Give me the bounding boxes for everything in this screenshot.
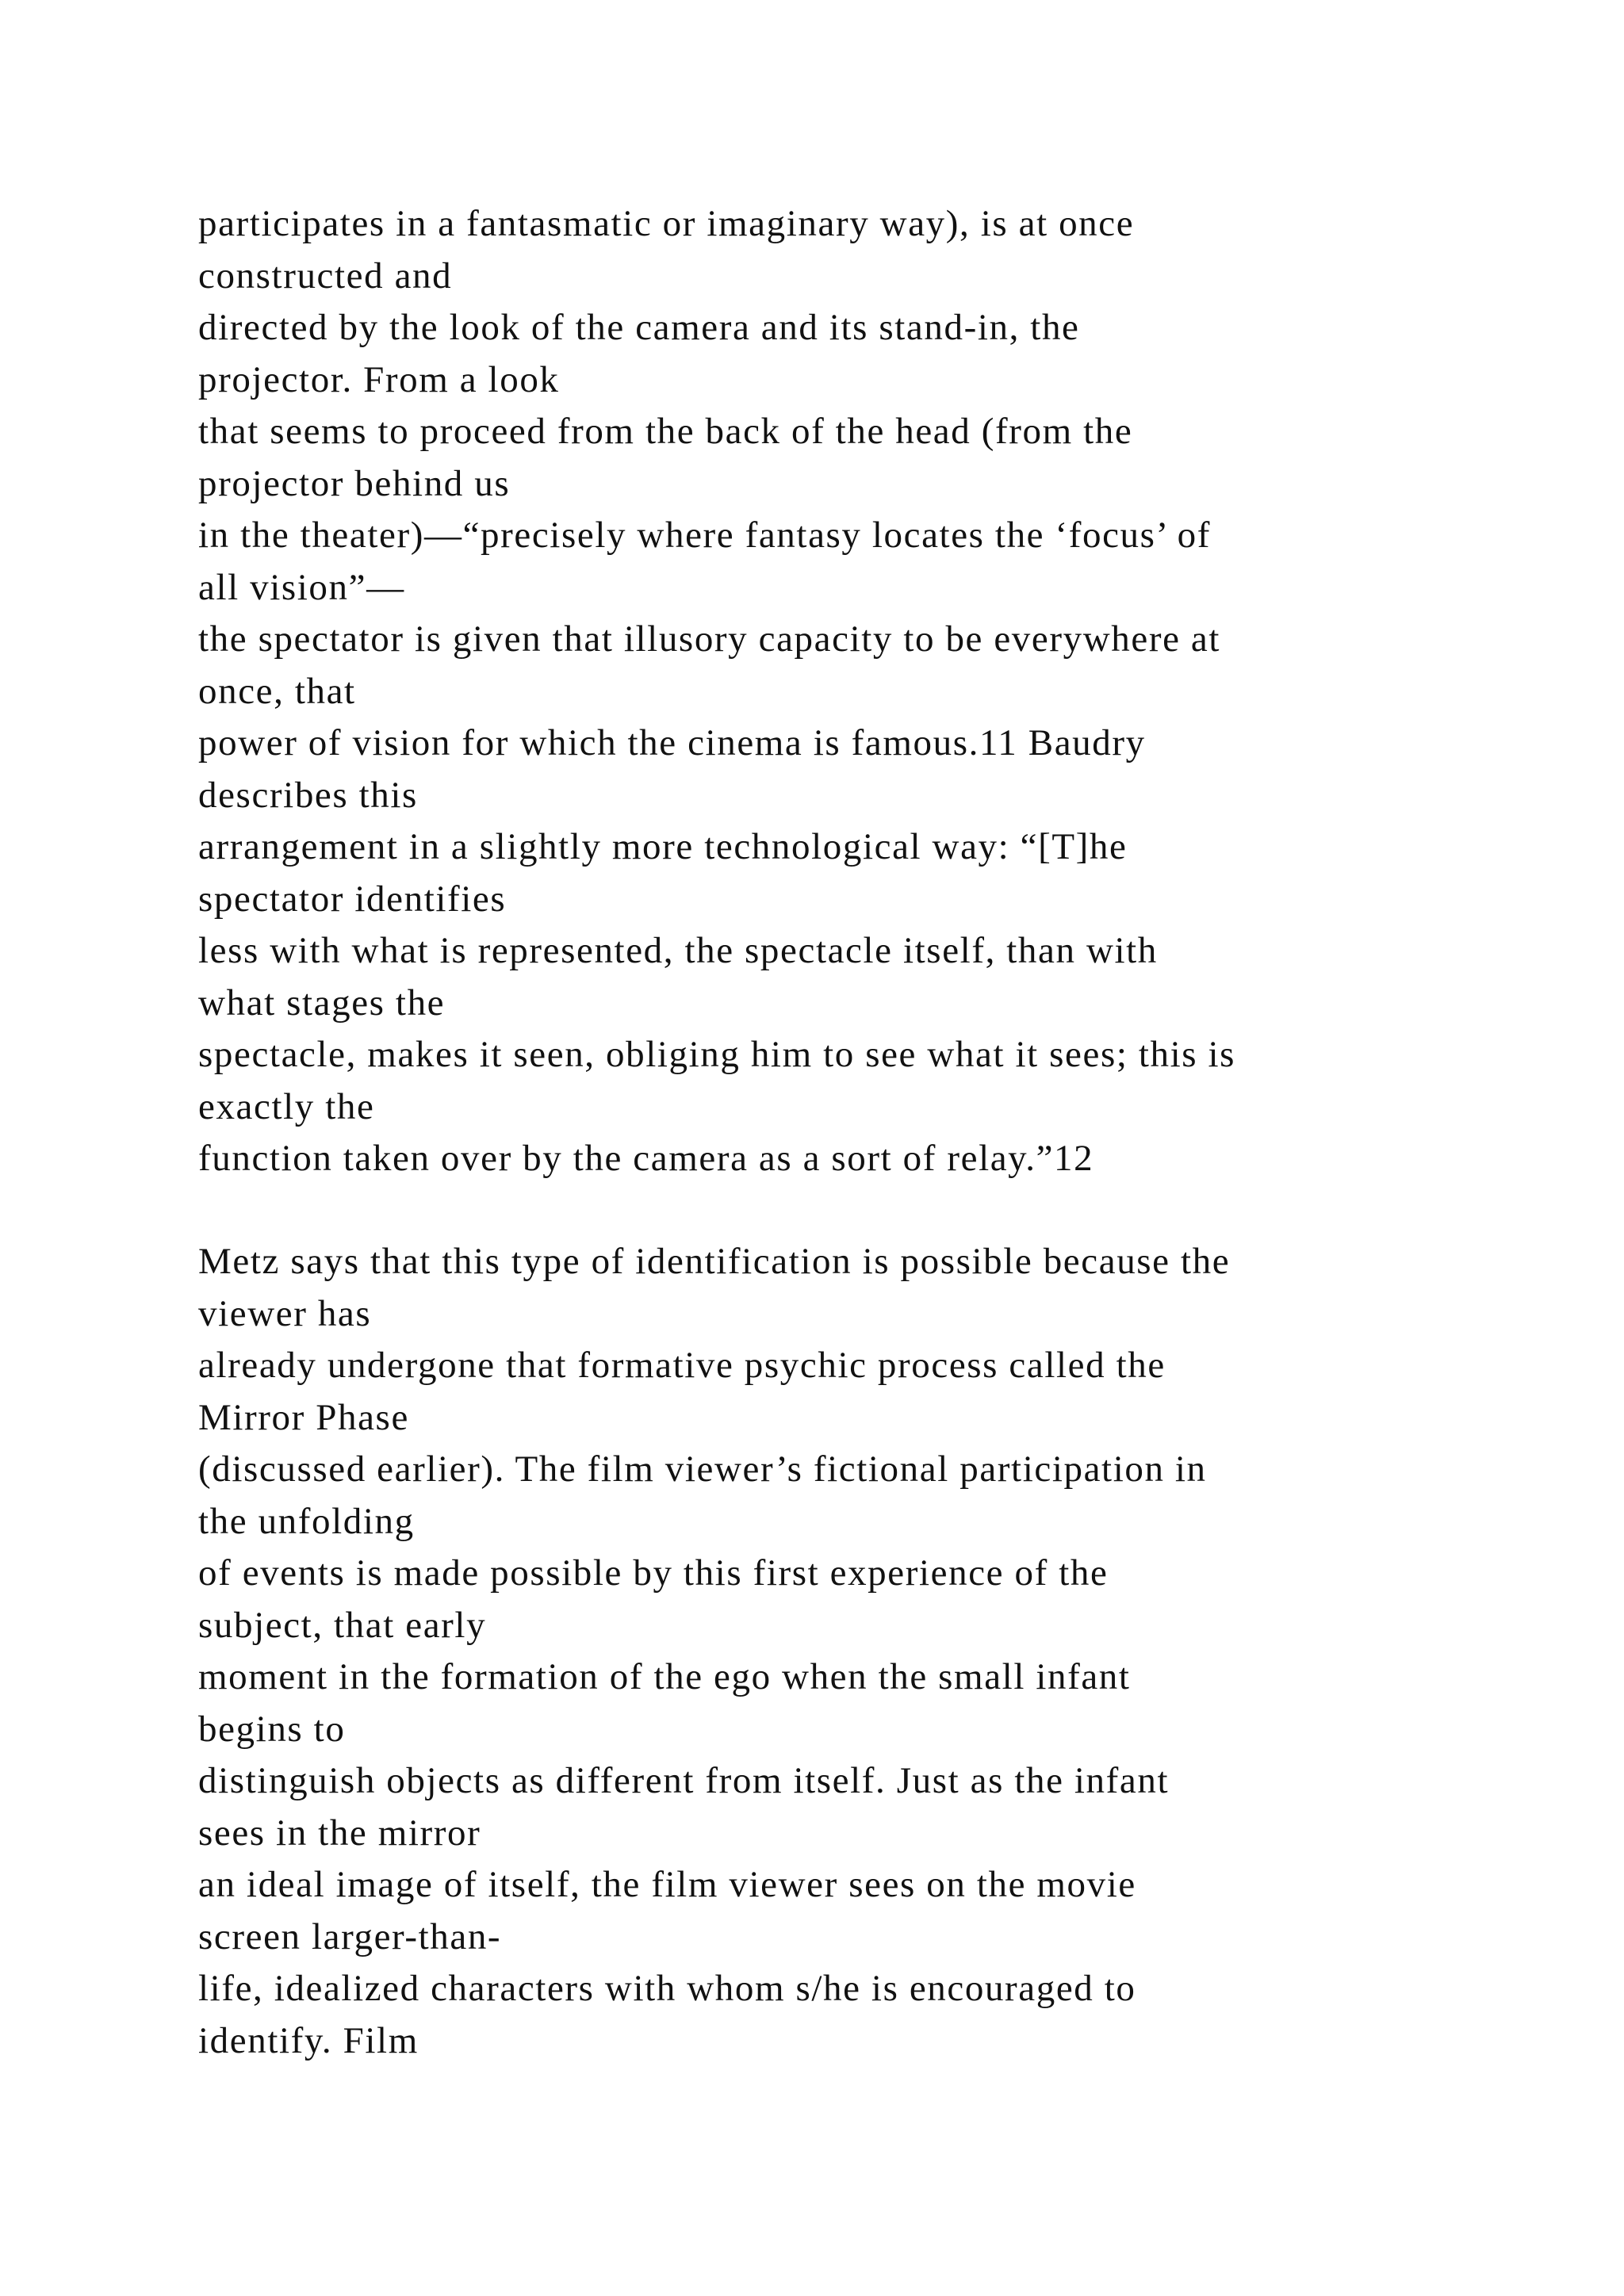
text-line: screen larger-than-	[198, 1915, 502, 1957]
text-line: of events is made possible by this first experience of the	[198, 1552, 1109, 1594]
text-line: an ideal image of itself, the film viewer sees on the movie	[198, 1864, 1136, 1905]
text-line: identify. Film	[198, 2019, 419, 2061]
text-line: all vision”—	[198, 566, 405, 608]
text-line: exactly the	[198, 1085, 375, 1127]
text-line: the unfolding	[198, 1500, 415, 1542]
text-line: projector. From a look	[198, 358, 560, 400]
text-line: moment in the formation of the ego when the small infant	[198, 1656, 1131, 1697]
text-line: begins to	[198, 1708, 346, 1750]
text-line: spectator identifies	[198, 878, 507, 920]
text-line: subject, that early	[198, 1604, 487, 1646]
text-line: the spectator is given that illusory capacity to be everywhere at	[198, 618, 1221, 660]
text-line: function taken over by the camera as a sort of relay.”12	[198, 1138, 1094, 1179]
text-line: power of vision for which the cinema is famous.11 Baudry	[198, 722, 1146, 763]
text-line: arrangement in a slightly more technological way: “[T]he	[198, 826, 1128, 867]
text-line: less with what is represented, the spectacle itself, than with	[198, 930, 1158, 971]
text-line: that seems to proceed from the back of the head (from the	[198, 411, 1133, 452]
text-line: once, that	[198, 670, 356, 712]
text-line: what stages the	[198, 982, 446, 1024]
paragraph-1	[198, 198, 1483, 1185]
text-line: in the theater)—“precisely where fantasy locates the ‘focus’ of	[198, 515, 1211, 556]
text-line: describes this	[198, 774, 418, 816]
paragraph-2	[198, 1236, 1483, 2067]
text-line: (discussed earlier). The film viewer’s fictional participation in	[198, 1448, 1207, 1490]
text-line: life, idealized characters with whom s/he is encouraged to	[198, 1968, 1136, 2009]
text-line: sees in the mirror	[198, 1812, 481, 1854]
text-line: Metz says that this type of identification is possible because the	[198, 1241, 1231, 1282]
text-line: distinguish objects as different from itself. Just as the infant	[198, 1760, 1170, 1801]
text-line: constructed and	[198, 254, 453, 297]
text-line: viewer has	[198, 1292, 372, 1334]
text-line: spectacle, makes it seen, obliging him to see what it sees; this is	[198, 1034, 1236, 1075]
text-line: Mirror Phase	[198, 1396, 409, 1438]
text-line: participates in a fantasmatic or imaginary way), is at once	[198, 203, 1135, 244]
text-line: projector behind us	[198, 462, 511, 504]
text-line: directed by the look of the camera and its stand-in, the	[198, 307, 1080, 348]
text-line: already undergone that formative psychic process called the	[198, 1345, 1166, 1386]
